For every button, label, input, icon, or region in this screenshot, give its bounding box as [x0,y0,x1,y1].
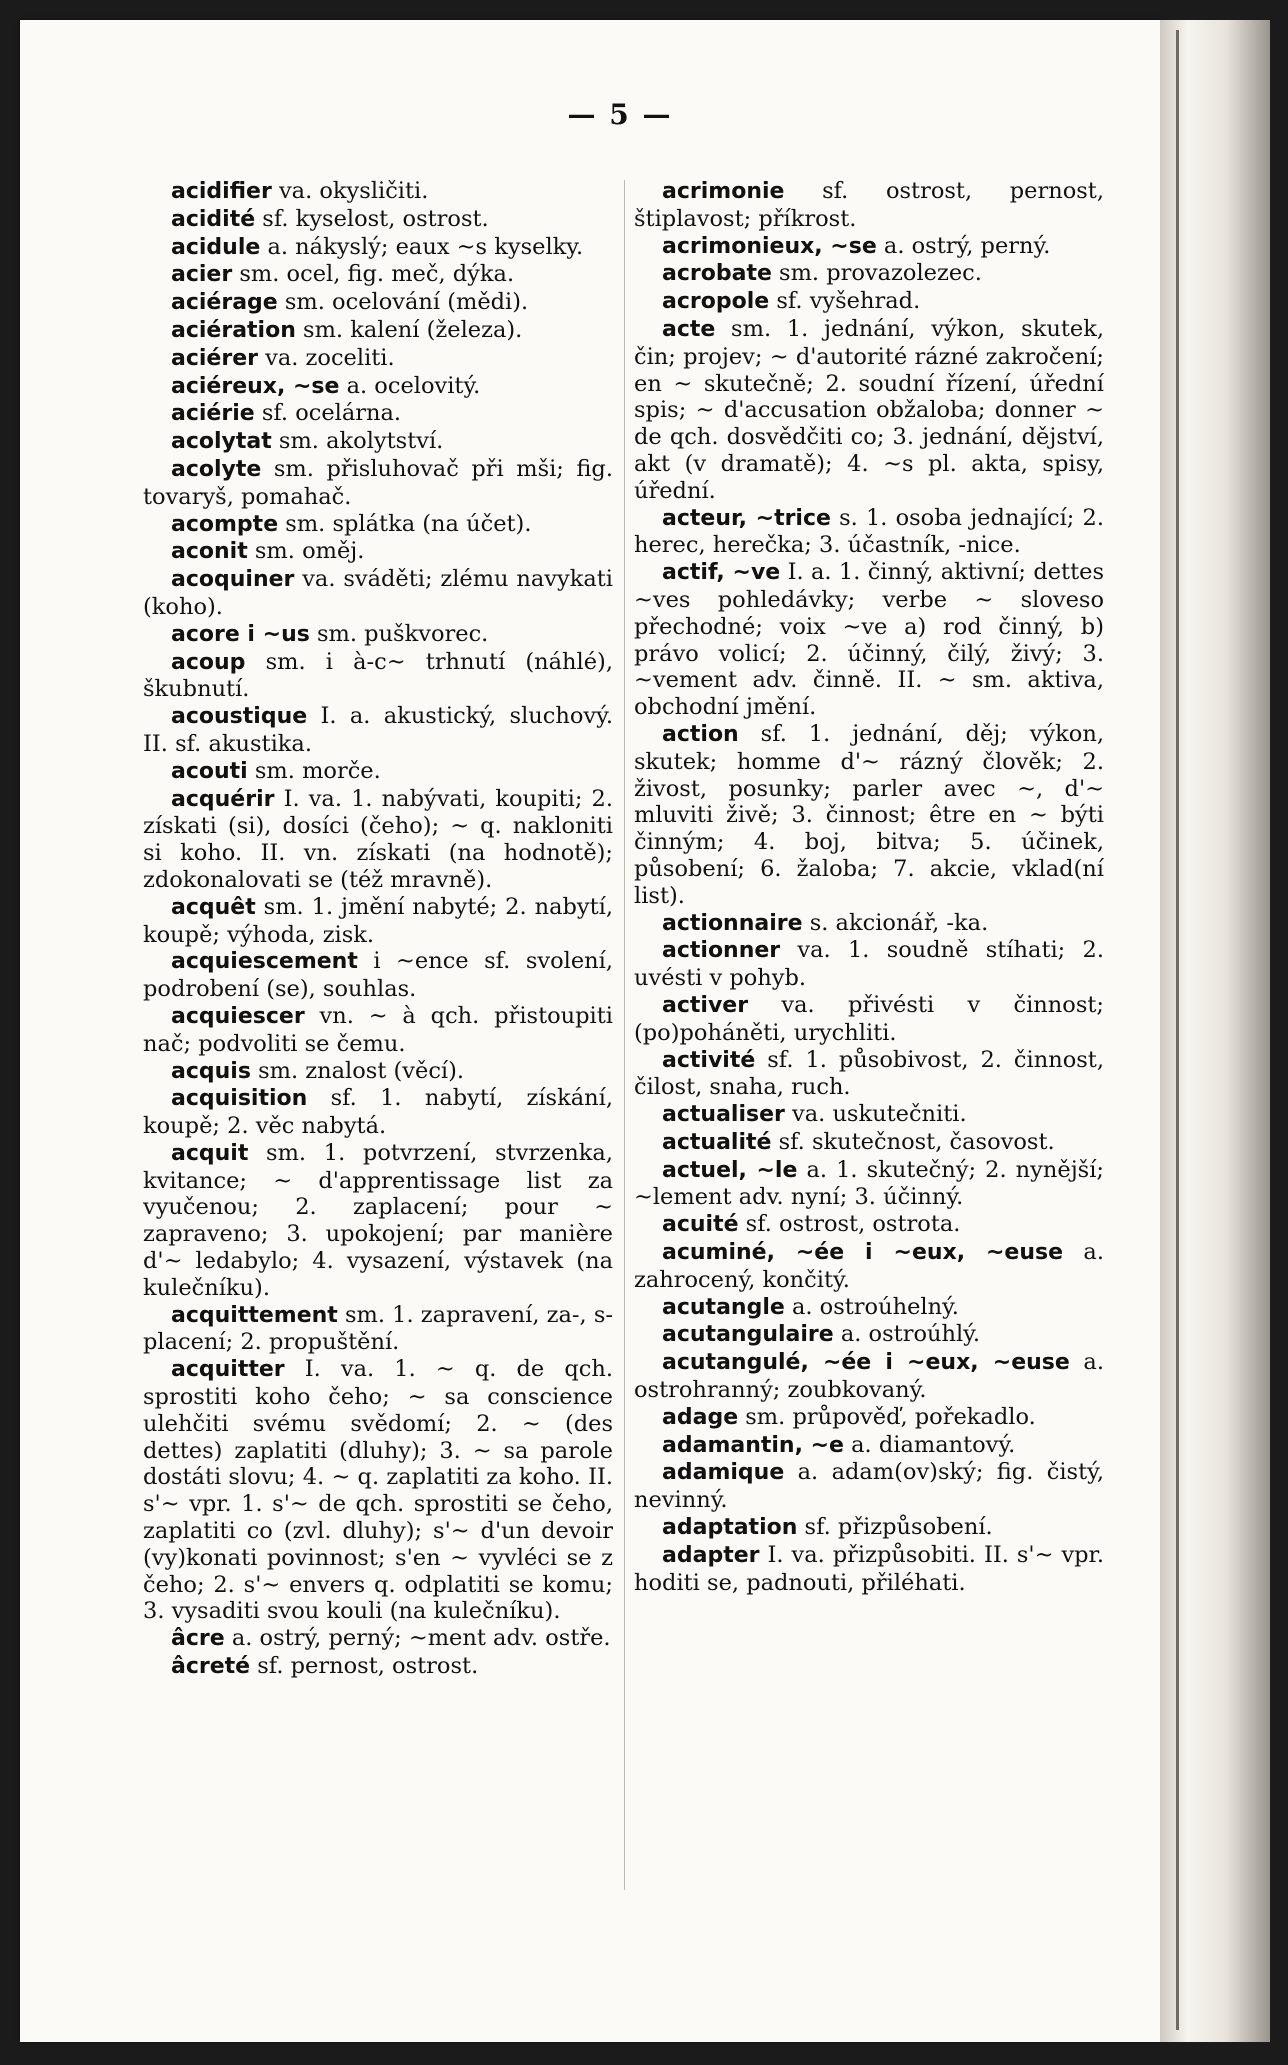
dictionary-entry [143,456,613,511]
entry-definition: sm. akolytství. [271,428,444,455]
entry-definition: sf. 1. nabytí, získání, koupě; 2. věc nabytá. [143,1085,613,1140]
dictionary-entry [143,1003,613,1058]
dictionary-entry [634,1404,1104,1432]
entry-headword: acrimonieux, ~se [662,233,877,259]
entry-definition: I. a. 1. činný, aktivní; dettes ~ves pohledávky; verbe ~ sloveso přechodné; voix ~ve a) rod činný, b) právo volicí; 2. účinný, čilý, živý; 3. ~vement adv. činně. II. ~ sm. aktiva, obchodní jmění. [634,559,1104,721]
dictionary-entry [143,1625,613,1653]
entry-headword: acouti [171,758,248,784]
entry-headword: adamique [662,1460,785,1486]
dictionary-entry [634,178,1104,233]
entry-definition: sm. provazolezec. [771,260,982,287]
entry-headword: acquisition [171,1086,308,1112]
dictionary-entry [634,1542,1104,1597]
entry-headword: adaptation [662,1515,798,1541]
dictionary-entry [143,400,613,428]
entry-definition: sf. 1. působivost, 2. činnost, čilost, snaha, ruch. [634,1046,1104,1101]
entry-definition: va. 1. soudně stíhati; 2. uvésti v pohyb. [634,937,1104,992]
entry-definition: a. adam(ov)ský; fig. čistý, nevinný. [634,1459,1104,1514]
entry-headword: actualiser [662,1102,785,1128]
entry-definition: sm. ocel, fig. meč, dýka. [232,261,515,288]
dictionary-entry [634,910,1104,938]
dictionary-entry [634,260,1104,288]
entry-headword: acidité [171,206,256,232]
dictionary-entry [143,538,613,566]
entry-definition: sf. ocelárna. [254,400,402,427]
entry-definition: sm. přisluhovač při mši; fig. tovaryš, pomahač. [143,455,613,510]
entry-definition: va. okysličiti. [271,178,429,204]
entry-headword: acutangle [662,1294,785,1320]
entry-definition: va. sváděti; zlému navykati (koho). [143,566,613,620]
entry-definition: sf. vyšehrad. [769,288,921,315]
entry-definition: a. ostrohranný; zoubkovaný. [634,1349,1104,1404]
entry-headword: acolyte [171,456,262,482]
dictionary-entry [634,316,1104,505]
dictionary-entry [634,1321,1104,1349]
entry-headword: acquitter [171,1357,285,1383]
entry-definition: a. ostroúhlý. [833,1321,981,1348]
entry-headword: acutangulé, ~ée i ~eux, ~euse [662,1350,1070,1376]
entry-definition: a. diamantový. [843,1431,1016,1458]
entry-definition: I. va. 1. nabývati, koupiti; 2. získati (si), dosíci (čeho); ~ q. nakloniti si koho. II. vn. získati (na hodnotě); zdokonalovati se (též mravně). [143,785,613,893]
entry-definition: a. ostrý, perný; ~ment adv. ostře. [224,1625,611,1652]
entry-definition: sf. kyselost, ostrost. [255,205,489,232]
entry-headword: actionner [662,938,781,964]
dictionary-entry [143,261,613,289]
left-column [143,178,613,1681]
column-divider [624,180,625,1890]
dictionary-entry [143,1356,613,1625]
entry-headword: activité [662,1047,756,1073]
dictionary-entry [143,1140,613,1302]
entry-headword: acolytat [171,429,272,455]
entry-headword: âcreté [171,1654,251,1680]
entry-definition: sf. ostrost, pernost, štiplavost; příkrost. [634,178,1104,232]
dictionary-entry [143,703,613,758]
entry-definition: sm. splátka (na účet). [278,510,532,537]
entry-headword: acidule [171,234,261,260]
entry-headword: actionnaire [662,910,803,936]
entry-headword: activer [662,992,749,1018]
dictionary-entry [143,178,613,206]
entry-headword: acquêt [171,894,256,920]
entry-definition: sm. znalost (věcí). [250,1057,465,1084]
entry-definition: sf. přizpůsobení. [797,1514,993,1541]
dictionary-entry [634,1047,1104,1102]
dictionary-entry [143,621,613,649]
entry-headword: adapter [662,1542,760,1568]
entry-definition: sm. 1. jmění nabyté; 2. nabytí, koupě; výhoda, zisk. [143,893,613,948]
entry-definition: I. a. akustický, sluchový. II. sf. akustika. [143,703,613,757]
entry-definition: sm. 1. jednání, výkon, skutek, čin; projev; ~ d'autorité rázné zakročení; en ~ skutečně; 2. soudní řízení, úřední spis; ~ d'accusation obžaloba; donner ~ de qch. dosvědčiti co; 3. jednání, dějství, akt (v dramatě); 4. ~s pl. akta, spisy, úřední. [634,315,1104,504]
entry-definition: sm. ocelování (mědi). [277,289,529,316]
dictionary-entry [143,206,613,234]
entry-definition: sf. 1. jednání, děj; výkon, skutek; homme d'~ rázný člověk; 2. živost, posunky; parler avec ~, d'~ mluviti živě; 3. činnost; être en ~ býti činným; 4. boj, bitva; 5. účinek, působení; 6. žaloba; 7. akcie, vklad(ní list). [634,720,1104,909]
entry-definition: a. zahrocený, končitý. [634,1239,1105,1293]
entry-headword: acquérir [171,786,275,812]
entry-headword: acoup [171,649,246,675]
entry-definition: a. 1. skutečný; 2. nynější; ~lement adv. nyní; 3. účinný. [634,1156,1104,1211]
entry-headword: acte [662,316,716,342]
dictionary-entry [143,373,613,401]
entry-headword: acuminé, ~ée i ~eux, ~euse [662,1240,1064,1266]
entry-definition: s. 1. osoba jednající; 2. herec, herečka; 3. účastník, -nice. [634,504,1104,559]
entry-headword: adage [662,1404,739,1430]
entry-definition: sm. 1. potvrzení, stvrzenka, kvitance; ~ d'apprentissage list za vyučenou; 2. zaplacení; pour ~ zapraveno; 3. upokojení; par manière d'~ ledabylo; 4. vysazení, výstavek (na kulečníku). [143,1139,613,1301]
dictionary-entry [634,1514,1104,1542]
entry-headword: acropole [662,289,770,315]
entry-definition: a. ostrý, perný. [876,232,1051,259]
entry-headword: acquiescement [171,949,358,975]
entry-definition: vn. ~ à qch. přistoupiti nač; podvoliti se čemu. [143,1002,613,1057]
dictionary-entry [634,1211,1104,1239]
entry-headword: acrimonie [662,179,785,204]
dictionary-entry [143,317,613,345]
dictionary-entry [143,758,613,786]
entry-definition: sm. puškvorec. [309,620,489,647]
entry-headword: acutangulaire [662,1322,834,1348]
dictionary-entry [634,1101,1104,1129]
entry-definition: a. nákyslý; eaux ~s kyselky. [260,233,584,260]
entry-definition: a. ostroúhelný. [784,1293,959,1320]
entry-definition: I. va. přizpůsobiti. II. s'~ vpr. hoditi se, padnouti, přiléhati. [634,1541,1104,1596]
entry-headword: acoustique [171,704,308,730]
dictionary-entry [634,1459,1104,1514]
page-number: — 5 — [567,98,673,131]
right-column [634,178,1104,1596]
entry-headword: acquis [171,1058,251,1084]
dictionary-entry [143,1058,613,1086]
entry-headword: aconit [171,539,248,565]
dictionary-entry [143,511,613,539]
entry-definition: va. přivésti v činnost; (po)poháněti, urychliti. [634,991,1104,1046]
dictionary-entry [634,559,1104,721]
dictionary-entry [143,1085,613,1140]
entry-headword: aciération [171,317,296,343]
entry-definition: i ~ence sf. svolení, podrobení (se), souhlas. [143,948,613,1003]
dictionary-entry [634,505,1104,560]
entry-definition: sf. pernost, ostrost. [250,1653,479,1680]
dictionary-entry [143,894,613,949]
dictionary-entry [634,721,1104,910]
dictionary-entry [634,1129,1104,1157]
entry-headword: actuel, ~le [662,1157,798,1183]
entry-definition: sm. morče. [247,757,381,784]
entry-headword: aciérage [171,290,278,316]
entry-definition: sf. ostrost, ostrota. [738,1211,961,1238]
dictionary-entry [634,1294,1104,1322]
entry-headword: adamantin, ~e [662,1432,844,1458]
entry-headword: aciérer [171,345,258,371]
dictionary-entry [634,937,1104,992]
entry-headword: acidifier [171,179,272,204]
dictionary-entry [634,233,1104,261]
entry-headword: actif, ~ve [662,560,781,586]
entry-headword: acier [171,262,233,288]
dictionary-entry [634,288,1104,316]
entry-headword: acore i ~us [171,621,310,647]
entry-definition: sm. i à-c~ trhnutí (náhlé), škubnutí. [143,648,613,703]
entry-definition: va. uskutečniti. [784,1101,967,1128]
dictionary-entry [634,992,1104,1047]
entry-headword: acompte [171,511,279,537]
entry-headword: acrobate [662,261,772,287]
dictionary-entry [143,649,613,704]
dictionary-entry [143,1653,613,1681]
dictionary-entry [634,1349,1104,1404]
dictionary-entry [143,566,613,621]
entry-headword: acquittement [171,1302,338,1328]
dictionary-entry [634,1239,1104,1294]
dictionary-entry [143,345,613,373]
entry-definition: a. ocelovitý. [339,372,481,399]
entry-headword: acquiescer [171,1003,305,1029]
entry-headword: acoquiner [171,567,295,593]
dictionary-entry [143,289,613,317]
entry-headword: aciéreux, ~se [171,373,340,399]
entry-headword: âcre [171,1626,225,1652]
entry-definition: sm. 1. zapravení, za-, s-placení; 2. propuštění. [143,1301,613,1356]
entry-headword: acquit [171,1140,249,1166]
dictionary-entry [634,1157,1104,1212]
entry-definition: sm. kalení (železa). [295,316,523,343]
entry-definition: I. va. 1. ~ q. de qch. sprostiti koho čeho; ~ sa conscience ulehčiti svému svědomí; 2. ~ (des dettes) zaplatiti (dluhy); 3. ~ sa parole dostáti slovu; 4. ~ q. zaplatiti za koho. II. s'~ vpr. 1. s'~ de qch. sprostiti se čeho, zaplatiti co (zvl. dluhy); s'~ d'un devoir (vy)konati povinnost; s'en ~ vyvléci se z čeho; 2. s'~ envers q. odplatiti se komu; 3. vysaditi svou kouli (na kulečníku). [143,1356,613,1625]
entry-definition: sm. oměj. [247,538,365,565]
entry-headword: acuité [662,1212,739,1238]
entry-definition: va. zoceliti. [257,344,395,371]
dictionary-entry [634,1432,1104,1460]
entry-headword: action [662,721,739,747]
entry-definition: sm. průpověď, pořekadlo. [738,1403,1036,1430]
dictionary-entry [143,1302,613,1357]
dictionary-entry [143,948,613,1003]
entry-headword: acteur, ~trice [662,505,831,531]
entry-definition: sf. skutečnost, časovost. [771,1128,1055,1155]
dictionary-entry [143,786,613,894]
gutter-line [1176,30,1179,2030]
dictionary-entry [143,234,613,262]
dictionary-entry [143,428,613,456]
entry-headword: actualité [662,1129,772,1155]
entry-definition: s. akcionář, -ka. [802,909,989,936]
entry-headword: aciérie [171,401,255,427]
